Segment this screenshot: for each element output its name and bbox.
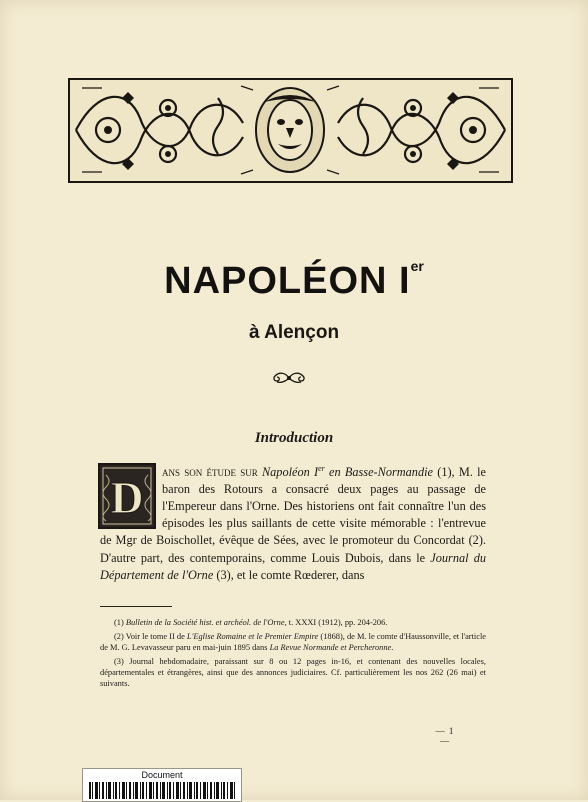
body-paragraph — [100, 460, 486, 584]
title-text: NAPOLÉON I — [164, 260, 411, 302]
footnotes — [100, 617, 486, 692]
footnote-1-number: (1) — [114, 618, 126, 627]
page-number: — 1 — — [435, 726, 455, 746]
footnote-1-title: Bulletin de la Société hist. et archéol. de l'Orne — [125, 618, 285, 627]
work-title-italic: Napoléon I — [261, 465, 319, 480]
stamp-label: Document — [141, 770, 183, 780]
dropcap-glyph: D — [110, 472, 144, 523]
body-text-1: (1), M. le baron des Rotours a consacré deux pages au passage de l'Empereur dans l'Orne. Des historiens ont fait connaître l'un des épisodes les plus saillants de cette visite mémorable : l'entrevue de Mgr de Boischollet, évêque de Sées, avec le promoteur du Concordat (2). D'autre part, des contemporains, comme Louis Dubois, dans le — [100, 465, 486, 565]
page-number-value: 1 — [448, 726, 455, 736]
footnote-1 — [100, 617, 486, 628]
fleuron-ornament-icon — [269, 371, 309, 385]
footnote-2-title-b: La Revue Normande et Percheronne — [269, 643, 392, 652]
section-heading: Introduction — [254, 430, 334, 446]
page-title — [0, 258, 588, 303]
work-title-italic-cont: en Basse-Normandie — [324, 465, 433, 480]
work-title-sup: er — [318, 464, 325, 473]
footnote-1-text: , t. XXXI (1912), pp. 204-206. — [284, 618, 388, 627]
dropcap-letter-d — [98, 463, 156, 529]
page-subtitle: à Alençon — [248, 322, 340, 343]
footnote-3: (3) Journal hebdomadaire, paraissant sur 8 ou 12 pages in-16, et contenant des nouvelles locales, départementales et étrangères, ainsi que des annonces judiciaires. Cf. particulièrement les nos 262 (26 mai) et suivants. — [100, 657, 486, 688]
ornamental-header-band — [68, 78, 513, 183]
footnote-2-text-a: (2) Voir le tome II de — [114, 632, 187, 641]
title-superscript: er — [410, 258, 424, 274]
barcode-icon — [89, 782, 235, 799]
body-text-2: (3), et le comte Rœderer, dans — [213, 567, 365, 582]
journal-title-italic: Journal du Département de l'Orne — [100, 550, 486, 582]
archive-stamp — [82, 768, 242, 802]
footnote-divider — [100, 606, 172, 607]
footnote-2-title-a: L'Eglise Romaine et le Premier Empire — [186, 632, 319, 641]
opening-text: ans son étude sur — [162, 465, 262, 480]
footnote-2-text-b: (1868), de M. le comte d'Haussonville, et l'article de M. G. Levavasseur paru en mai-juin 1895 dans — [100, 632, 486, 652]
footnote-2 — [100, 631, 486, 653]
footnote-2-text-c: . — [391, 643, 394, 652]
